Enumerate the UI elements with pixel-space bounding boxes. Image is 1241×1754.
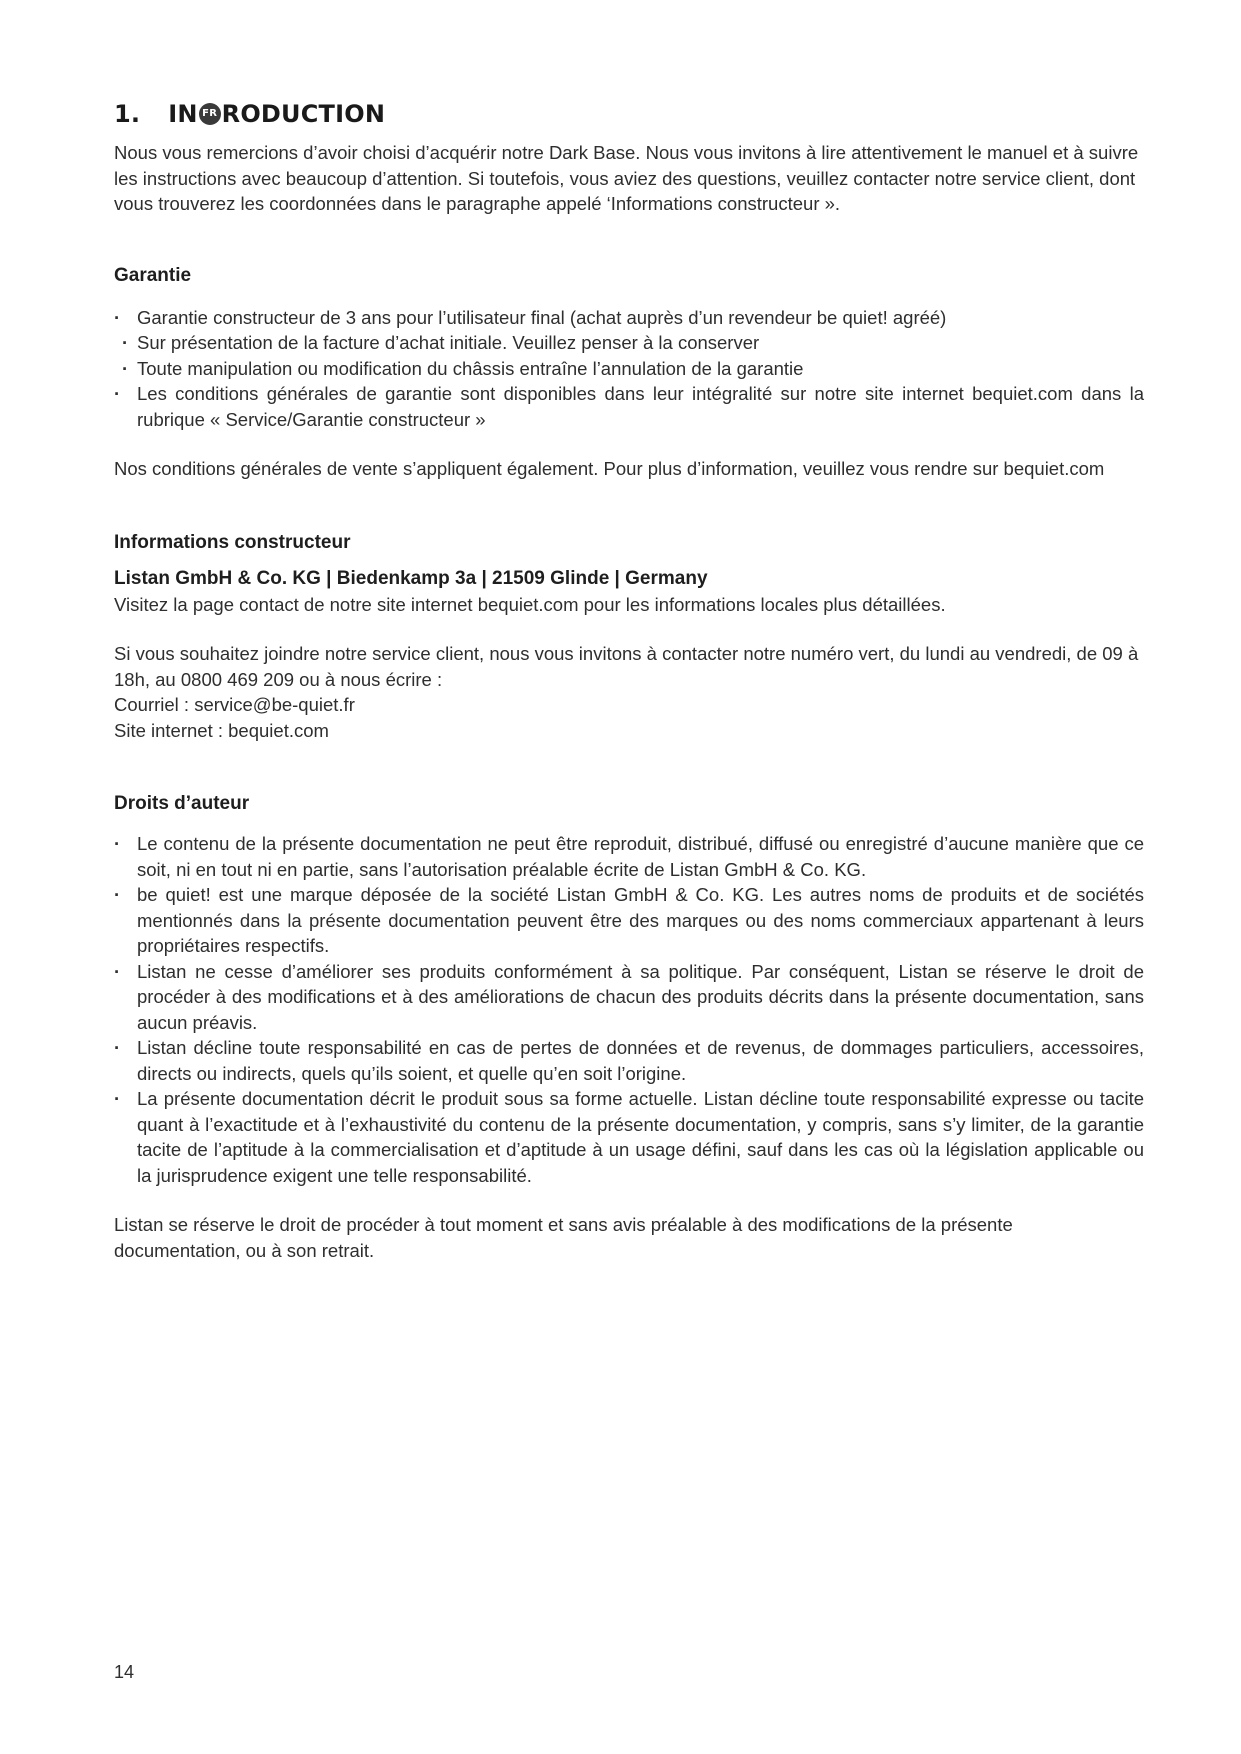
constructeur-address: Listan GmbH & Co. KG | Biedenkamp 3a | 21509 Glinde | Germany [114,567,708,589]
constructeur-visit: Visitez la page contact de notre site internet bequiet.com pour les informations locales plus détaillées. [114,593,946,615]
intro-paragraph: Nous vous remercions d’avoir choisi d’acquérir notre Dark Base. Nous vous invitons à lire attentivement le manuel et à suivre les instructions avec beaucoup d’attention. Si toutefois, vous aviez des questions, veuillez contacter notre service client, dont vous trouverez les coordonnées dans le paragraphe appelé ‘Informations constructeur ». [114,142,1139,214]
language-badge-icon: FR [199,103,221,125]
list-item: · Listan décline toute responsabilité en cas de pertes de données et de revenus, de dommages particuliers, accessoires, directs ou indirects, quels qu’ils soient, et quelle qu’en soit l’origine. [114,1035,1144,1086]
list-item: · Les conditions générales de garantie sont disponibles dans leur intégralité sur notre site internet bequiet.com dans la rubrique « Service/Garantie constructeur » [114,381,1144,432]
heading-text-end: RODUCTION [221,100,386,128]
droits-list [114,831,1144,1188]
constructeur-site: Site internet : bequiet.com [114,719,329,741]
constructeur-title: Informations constructeur [114,531,351,553]
list-item: · be quiet! est une marque déposée de la société Listan GmbH & Co. KG. Les autres noms de produits et de sociétés mentionnés dans la présente documentation peuvent être des marques ou des noms commerciaux appartenant à leurs propriétaires respectifs. [114,882,1144,959]
section-number: 1. [114,100,141,128]
list-item: · Toute manipulation ou modification du châssis entraîne l’annulation de la garantie [114,356,1144,382]
list-item: · Le contenu de la présente documentation ne peut être reproduit, distribué, diffusé ou enregistré d’aucune manière que ce soit, ni en tout ni en partie, sans l’autorisation préalable écrite de Listan GmbH & Co. KG. [114,831,1144,882]
list-item: · La présente documentation décrit le produit sous sa forme actuelle. Listan décline toute responsabilité expresse ou tacite quant à l’exactitude et à l’exhaustivité du contenu de la présente documentation, y compris, sans s’y limiter, de la garantie tacite de l’aptitude à la commercialisation et d’aptitude à un usage défini, sauf dans les cas où la législation applicable ou la jurisprudence exigent une telle responsabilité. [114,1086,1144,1188]
heading-text-start: IN [168,100,198,128]
garantie-list [114,305,1144,433]
droits-closing: Listan se réserve le droit de procéder à tout moment et sans avis préalable à des modifications de la présente documentation, ou à son retrait. [114,1214,1013,1261]
list-item: · Sur présentation de la facture d’achat initiale. Veuillez penser à la conserver [114,330,1144,356]
garantie-note: Nos conditions générales de vente s’appliquent également. Pour plus d’information, veuillez vous rendre sur bequiet.com [114,458,1105,479]
constructeur-email: Courriel : service@be-quiet.fr [114,694,355,715]
list-item: · Garantie constructeur de 3 ans pour l’utilisateur final (achat auprès d’un revendeur be quiet! agréé) [114,305,1144,331]
droits-title: Droits d’auteur [114,793,250,814]
list-item: · Listan ne cesse d’améliorer ses produits conformément à sa politique. Par conséquent, Listan se réserve le droit de procéder à des modifications et à des améliorations de chacun des produits décrits dans la présente documentation, sans aucun préavis. [114,959,1144,1036]
section-heading-introduction [114,100,1144,128]
garantie-title: Garantie [114,264,192,286]
page-number: 14 [114,1662,135,1682]
constructeur-contact: Si vous souhaitez joindre notre service client, nous vous invitons à contacter notre numéro vert, du lundi au vendredi, de 09 à 18h, au 0800 469 209 ou à nous écrire : [114,643,1139,690]
document-page [114,100,1144,1263]
